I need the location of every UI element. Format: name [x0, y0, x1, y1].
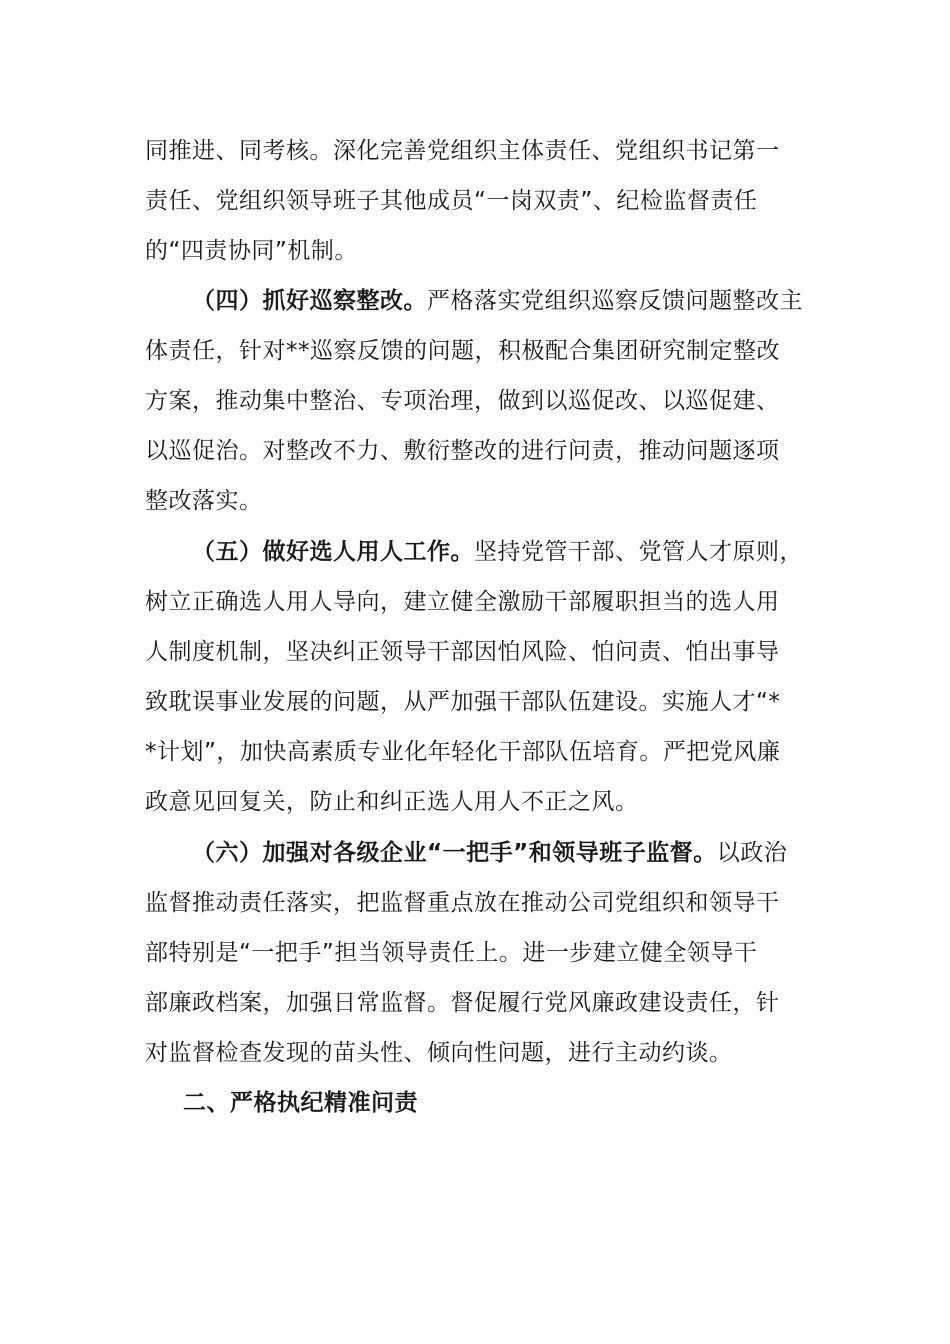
section-heading-line: [192, 537, 803, 567]
paragraph-line: [145, 938, 757, 968]
text-segment: 部特别是“一把手”担当领导责任上。进一步建立健全领导干: [145, 940, 758, 966]
chapter-heading: [183, 1088, 418, 1118]
text-segment: 政意见回复关，防止和纠正选人用人不正之风。: [145, 789, 639, 815]
paragraph-line: [145, 236, 358, 266]
paragraph-line: [145, 1038, 733, 1068]
text-segment: 致耽误事业发展的问题，从严加强干部队伍建设。实施人才“*: [145, 689, 781, 715]
text-segment: 严格落实党组织巡察反馈问题整改主: [427, 288, 803, 314]
paragraph-line: [145, 136, 780, 166]
paragraph-line: [145, 486, 263, 516]
paragraph-line: [145, 888, 780, 918]
text-segment: 对监督检查发现的苗头性、倾向性问题，进行主动约谈。: [145, 1040, 733, 1066]
text-segment: 整改落实。: [145, 488, 263, 514]
paragraph-line: [145, 186, 757, 216]
paragraph-line: [145, 336, 780, 366]
paragraph-line: [145, 637, 780, 667]
paragraph-line: [145, 436, 780, 466]
text-segment: 体责任，针对**巡察反馈的问题，积极配合集团研究制定整改: [145, 338, 780, 364]
text-segment: 责任、党组织领导班子其他成员“一岗双责”、纪检监督责任: [145, 188, 758, 214]
text-segment: 以巡促治。对整改不力、敷衍整改的进行问责，推动问题逐项: [145, 438, 780, 464]
chapter-title: 二、严格执纪精准问责: [183, 1090, 418, 1116]
paragraph-line: [145, 737, 780, 767]
text-segment: 监督推动责任落实，把监督重点放在推动公司党组织和领导干: [145, 890, 780, 916]
section-title: （四）抓好巡察整改。: [192, 288, 427, 314]
text-segment: 的“四责协同”机制。: [145, 238, 358, 264]
text-segment: 人制度机制，坚决纠正领导干部因怕风险、怕问责、怕出事导: [145, 639, 780, 665]
paragraph-line: [145, 687, 780, 717]
section-title: （六）加强对各级企业“一把手”和领导班子监督。: [192, 840, 717, 866]
section-heading-line: [192, 838, 787, 868]
text-segment: 以政治: [716, 840, 788, 866]
text-segment: 坚持党管干部、党管人才原则，: [474, 539, 803, 565]
paragraph-line: [145, 988, 780, 1018]
paragraph-line: [145, 587, 780, 617]
paragraph-line: [145, 386, 780, 416]
section-heading-line: [192, 286, 803, 316]
section-title: （五）做好选人用人工作。: [192, 539, 474, 565]
paragraph-line: [145, 787, 639, 817]
text-segment: 树立正确选人用人导向，建立健全激励干部履职担当的选人用: [145, 589, 780, 615]
text-segment: 同推进、同考核。深化完善党组织主体责任、党组织书记第一: [145, 138, 780, 164]
text-segment: 方案，推动集中整治、专项治理，做到以巡促改、以巡促建、: [145, 388, 780, 414]
text-segment: 部廉政档案，加强日常监督。督促履行党风廉政建设责任，针: [145, 990, 780, 1016]
text-segment: *计划”，加快高素质专业化年轻化干部队伍培育。严把党风廉: [145, 739, 781, 765]
